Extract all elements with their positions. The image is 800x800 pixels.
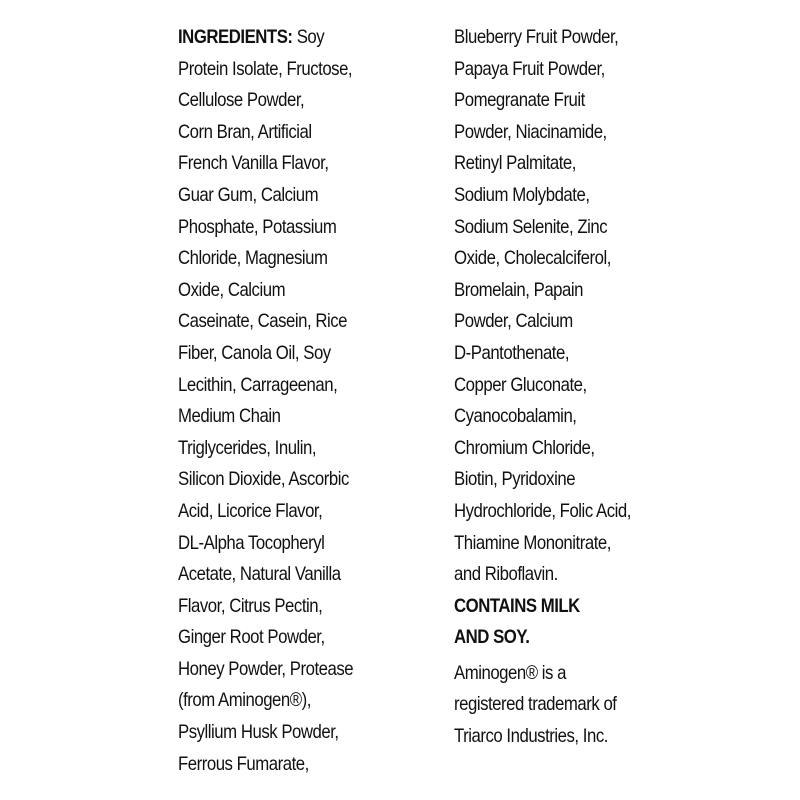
ingredients-line: Sodium Selenite, Zinc bbox=[454, 215, 608, 238]
ingredients-line: Psyllium Husk Powder, bbox=[178, 721, 339, 744]
trademark-line: Aminogen® is a bbox=[454, 661, 567, 684]
trademark-line: Triarco Industries, Inc. bbox=[454, 725, 608, 748]
ingredients-line: Powder, Niacinamide, bbox=[454, 120, 607, 143]
ingredients-line: and Riboflavin. bbox=[454, 563, 558, 586]
allergen-statement-line: CONTAINS MILK bbox=[454, 594, 580, 617]
ingredients-line: Acetate, Natural Vanilla bbox=[178, 563, 341, 586]
ingredients-line: Cellulose Powder, bbox=[178, 89, 305, 112]
ingredients-line: Hydrochloride, Folic Acid, bbox=[454, 499, 631, 522]
ingredients-line: Guar Gum, Calcium bbox=[178, 183, 319, 206]
ingredients-line: Pomegranate Fruit bbox=[454, 89, 585, 112]
ingredients-line: Silicon Dioxide, Ascorbic bbox=[178, 468, 349, 491]
ingredients-line: Corn Bran, Artificial bbox=[178, 120, 312, 143]
ingredients-line: Fiber, Canola Oil, Soy bbox=[178, 341, 331, 364]
ingredients-line: Honey Powder, Protease bbox=[178, 657, 354, 680]
ingredients-heading: INGREDIENTS: bbox=[178, 26, 293, 48]
ingredients-line: French Vanilla Flavor, bbox=[178, 152, 329, 175]
ingredients-line: Caseinate, Casein, Rice bbox=[178, 310, 348, 333]
ingredients-line: Chromium Chloride, bbox=[454, 436, 595, 459]
ingredients-line: Medium Chain bbox=[178, 405, 281, 428]
ingredients-right-column bbox=[454, 22, 694, 753]
ingredients-line: Biotin, Pyridoxine bbox=[454, 468, 576, 491]
ingredients-line: Chloride, Magnesium bbox=[178, 247, 328, 270]
ingredients-line: Papaya Fruit Powder, bbox=[454, 57, 605, 80]
ingredients-line: Ginger Root Powder, bbox=[178, 626, 325, 649]
ingredients-line: Oxide, Cholecalciferol, bbox=[454, 247, 611, 270]
ingredients-line: Flavor, Citrus Pectin, bbox=[178, 594, 323, 617]
ingredients-line: Cyanocobalamin, bbox=[454, 405, 577, 428]
ingredients-line: Retinyl Palmitate, bbox=[454, 152, 576, 175]
ingredients-line: Triglycerides, Inulin, bbox=[178, 436, 317, 459]
ingredients-line: Lecithin, Carrageenan, bbox=[178, 373, 338, 396]
trademark-line: registered trademark of bbox=[454, 693, 617, 716]
ingredients-line: Protein Isolate, Fructose, bbox=[178, 57, 353, 80]
ingredients-line: Soy bbox=[292, 26, 325, 48]
ingredients-line: Powder, Calcium bbox=[454, 310, 573, 333]
ingredients-line: Oxide, Calcium bbox=[178, 278, 286, 301]
ingredients-line: Thiamine Mononitrate, bbox=[454, 531, 611, 554]
ingredients-line: Bromelain, Papain bbox=[454, 278, 583, 301]
ingredients-line: DL-Alpha Tocopheryl bbox=[178, 531, 325, 554]
ingredients-line: Blueberry Fruit Powder, bbox=[454, 26, 619, 48]
ingredients-line: Ferrous Fumarate, bbox=[178, 752, 309, 775]
allergen-statement-line: AND SOY. bbox=[454, 626, 530, 649]
ingredients-line: (from Aminogen®), bbox=[178, 689, 311, 712]
ingredients-line: Copper Gluconate, bbox=[454, 373, 587, 396]
ingredients-first-line bbox=[178, 22, 406, 54]
ingredients-line: Acid, Licorice Flavor, bbox=[178, 499, 323, 522]
ingredients-line: Sodium Molybdate, bbox=[454, 183, 590, 206]
ingredients-left-column bbox=[178, 22, 443, 780]
ingredients-line: Phosphate, Potassium bbox=[178, 215, 337, 238]
ingredients-line: D-Pantothenate, bbox=[454, 341, 570, 364]
